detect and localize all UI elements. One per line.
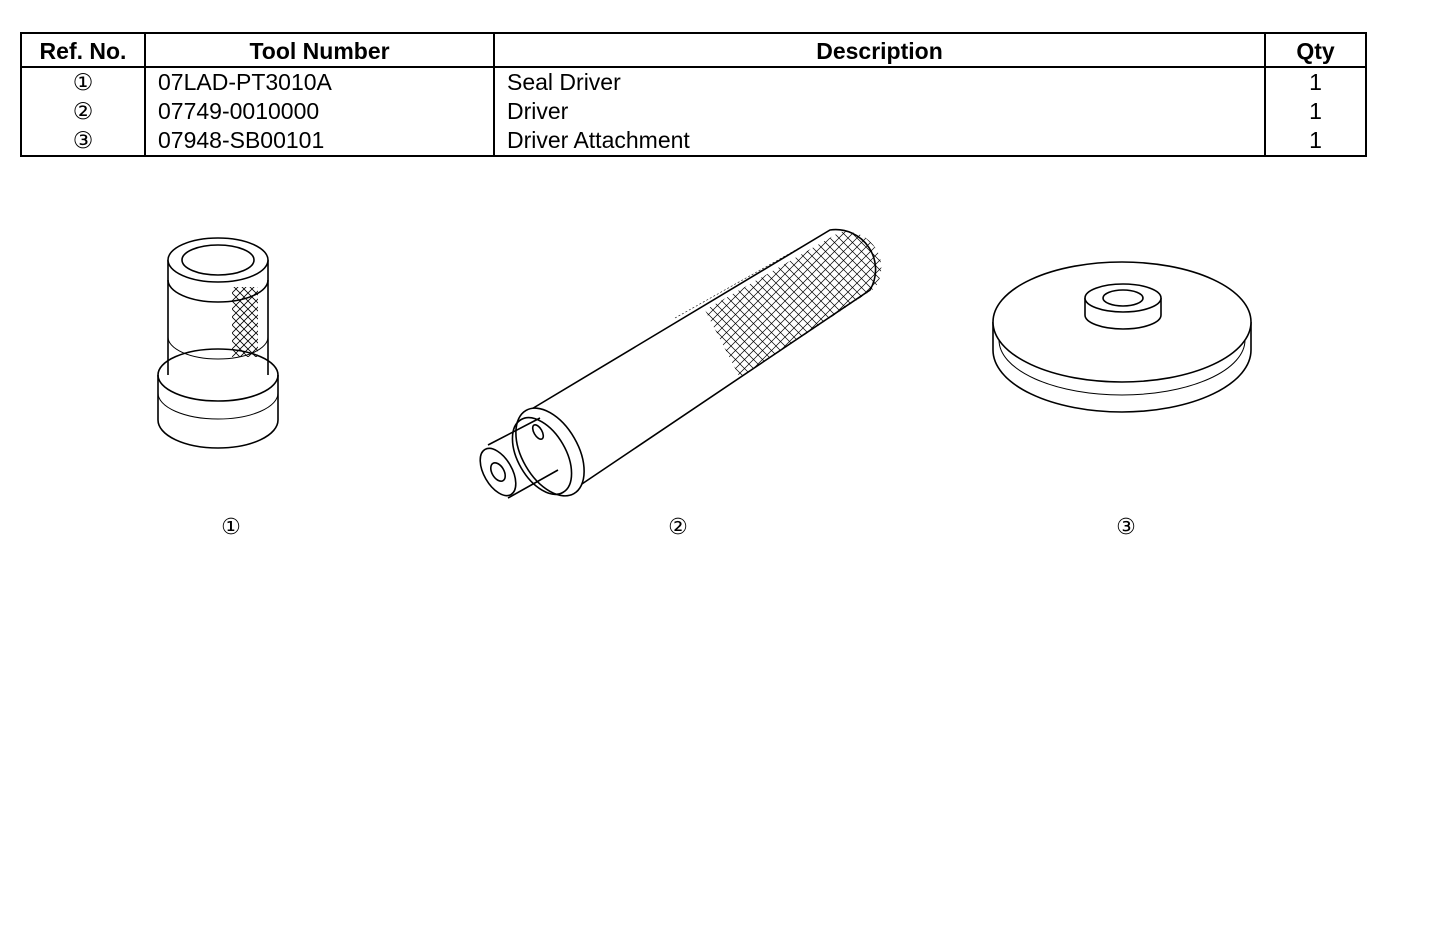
table-row <box>21 126 1366 156</box>
tool-number-cell: 07LAD-PT3010A <box>145 67 494 97</box>
tool-number-cell: 07948-SB00101 <box>145 126 494 156</box>
description-cell: Seal Driver <box>494 67 1265 97</box>
figure-callout-3: ③ <box>1116 514 1136 539</box>
description-cell: Driver <box>494 97 1265 126</box>
header-description: Description <box>494 33 1265 67</box>
table-row <box>21 67 1366 97</box>
qty-cell: 1 <box>1265 126 1366 156</box>
header-ref-no: Ref. No. <box>21 33 145 67</box>
ref-cell: ③ <box>21 126 145 156</box>
seal-driver-icon <box>140 225 310 455</box>
table-header-row <box>21 33 1366 67</box>
ref-cell: ① <box>21 67 145 97</box>
driver-attachment-icon <box>985 240 1260 420</box>
figure-callout-1: ① <box>221 514 241 539</box>
header-tool-number: Tool Number <box>145 33 494 67</box>
tool-number-cell: 07749-0010000 <box>145 97 494 126</box>
description-cell: Driver Attachment <box>494 126 1265 156</box>
tool-table <box>20 32 1367 157</box>
figure-callout-2: ② <box>668 514 688 539</box>
header-qty: Qty <box>1265 33 1366 67</box>
qty-cell: 1 <box>1265 97 1366 126</box>
driver-handle-icon <box>470 220 890 510</box>
qty-cell: 1 <box>1265 67 1366 97</box>
ref-cell: ② <box>21 97 145 126</box>
table-row <box>21 97 1366 126</box>
